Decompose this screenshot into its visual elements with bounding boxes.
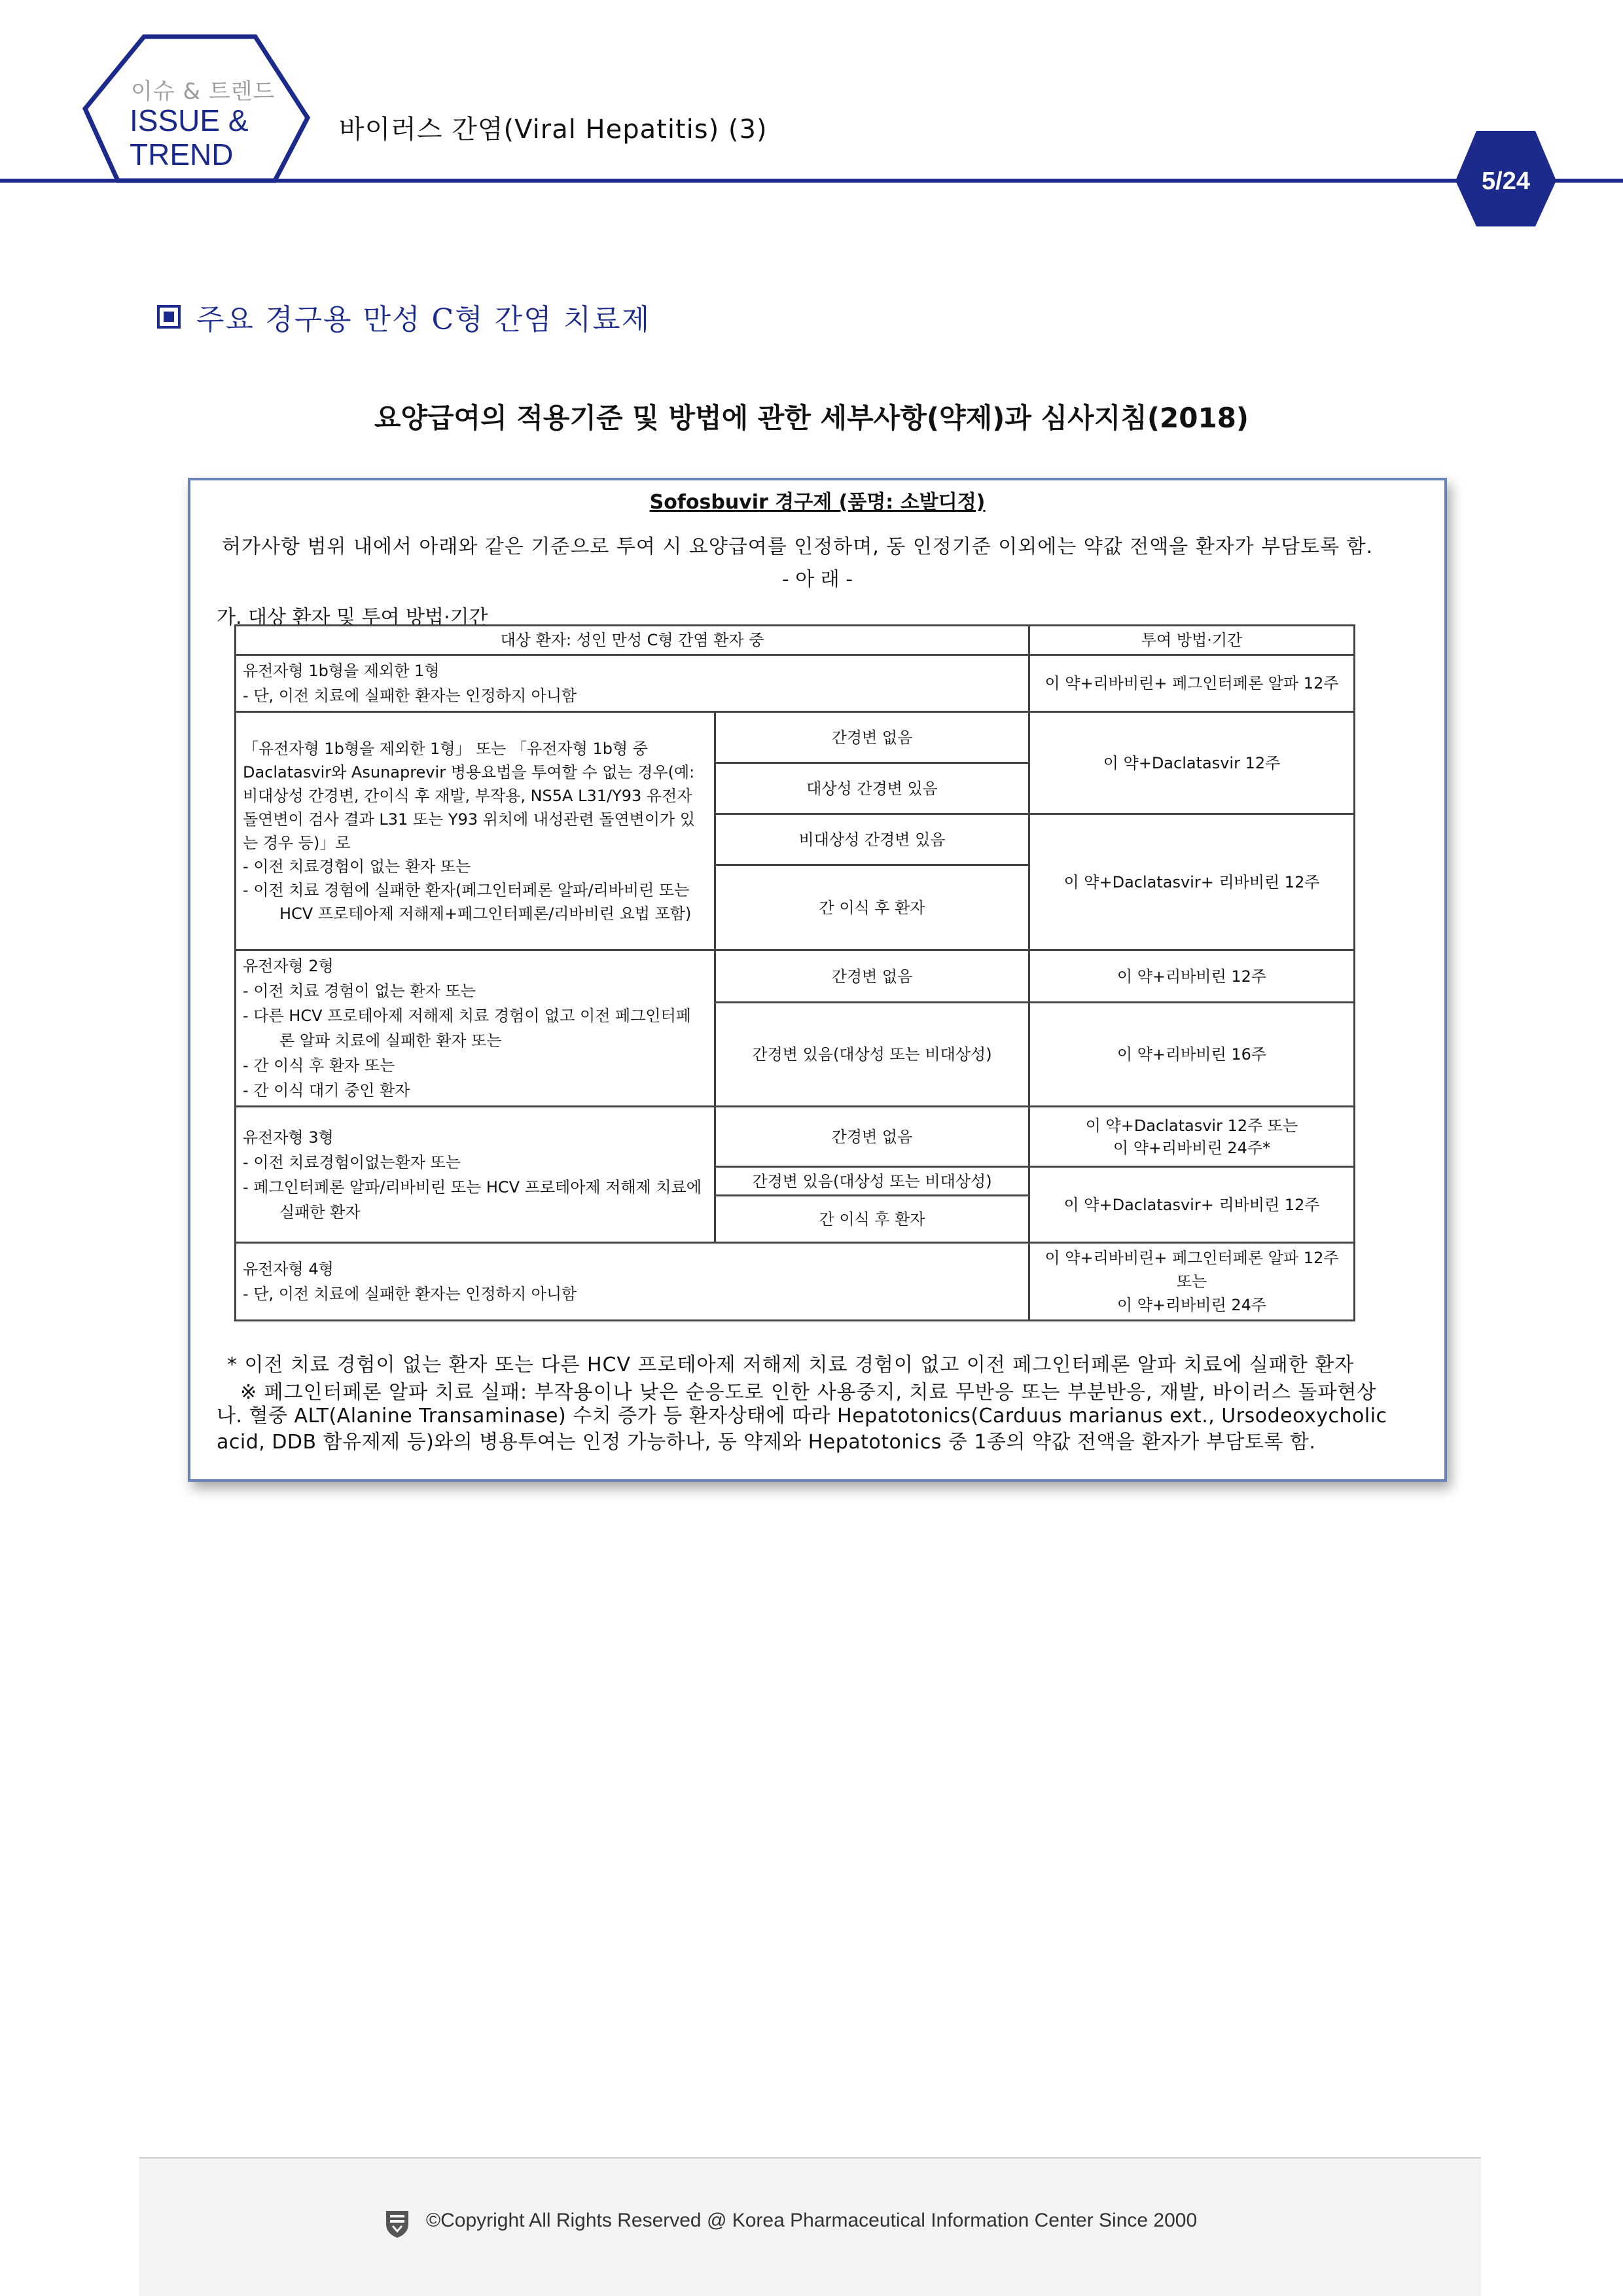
header-title: 바이러스 간염(Viral Hepatitis) (3): [339, 115, 768, 145]
table-row: [236, 712, 1355, 763]
document-title: 요양급여의 적용기준 및 방법에 관한 세부사항(약제)과 심사지침(2018): [374, 402, 1249, 434]
patient-line: 유전자형 2형: [243, 957, 334, 975]
patient-line: - 이전 치료경험이없는환자 또는: [243, 1153, 461, 1172]
guideline-document-panel: [188, 478, 1447, 1482]
table-row: [236, 950, 1355, 1003]
patient-line: - 단, 이전 치료에 실패한 환자는 인정하지 아니함: [243, 1285, 577, 1303]
patient-line: 「유전자형 1b형을 제외한 1형」 또는 「유전자형 1b형 중 Daclatasvir와 Asunaprevir 병용요법을 투여할 수 없는 경우(예: 비대상성 간경변, 간이식 후 재발, 부작용, NS5A L31/Y93 유전자 돌연변이 검사 결과 L31 또는 Y93 위치에 내성관련 돌연변이가 있는 경우 등)」로: [243, 739, 695, 852]
dose-line: 이 약+Daclatasvir 12주 또는: [1085, 1116, 1298, 1135]
panel-intro: 허가사항 범위 내에서 아래와 같은 기준으로 투여 시 요양급여를 인정하며, 동 인정기준 이외에는 약값 전액을 환자가 부담토록 함.: [222, 535, 1374, 558]
patient-line: 유전자형 1b형을 제외한 1형: [243, 662, 440, 680]
patient-line: - 단, 이전 치료에 실패한 환자는 인정하지 아니함: [243, 687, 577, 705]
patient-line: 실패한 환자: [279, 1202, 361, 1221]
patient-line: - 간 이식 대기 중인 환자: [243, 1081, 410, 1100]
patient-cell: [236, 655, 1029, 712]
condition-cell: 간경변 없음: [715, 1107, 1029, 1167]
footnote-asterisk: * 이전 치료 경험이 없는 환자 또는 다른 HCV 프로테아제 저해제 치료 경험이 없고 이전 페그인터페론 알파 치료에 실패한 환자: [227, 1354, 1355, 1376]
page-number: 5/24: [1482, 168, 1530, 195]
table-row: [236, 655, 1355, 712]
patient-line: - 페그인터페론 알파/리바비린 또는 HCV 프로테아제 저해제 치료에: [243, 1177, 702, 1196]
dose-cell: 이 약+리바비린+ 페그인터페론 알파 12주: [1029, 655, 1355, 712]
condition-cell: 간경변 없음: [715, 712, 1029, 763]
panel-section-a: 가. 대상 환자 및 투여 방법·기간: [217, 606, 488, 629]
dose-line: 또는: [1176, 1272, 1207, 1291]
patient-line: 론 알파 치료에 실패한 환자 또는: [279, 1031, 502, 1050]
section-title: 주요 경구용 만성 C형 간염 치료제: [196, 303, 651, 336]
dose-cell: 이 약+Daclatasvir 12주: [1029, 712, 1355, 814]
patient-line: - 간 이식 후 환자 또는: [243, 1056, 395, 1075]
dose-cell: [1029, 1243, 1355, 1321]
panel-below-label: - 아 래 -: [781, 568, 853, 591]
condition-cell: 비대상성 간경변 있음: [715, 814, 1029, 865]
header-patient-cell: 대상 환자: 성인 만성 C형 간염 환자 중: [236, 626, 1029, 655]
patient-cell: [236, 1107, 715, 1243]
condition-cell: 간경변 있음(대상성 또는 비대상성): [715, 1003, 1029, 1107]
kpic-shield-logo-icon: [384, 2208, 410, 2238]
patient-line: 유전자형 4형: [243, 1260, 334, 1278]
copyright-text: ©Copyright All Rights Reserved @ Korea Pharmaceutical Information Center Since 2000: [426, 2210, 1198, 2231]
patient-cell: [236, 1243, 1029, 1321]
condition-cell: 대상성 간경변 있음: [715, 763, 1029, 814]
dose-cell: 이 약+리바비린 16주: [1029, 1003, 1355, 1107]
patient-line: HCV 프로테아제 저해제+페그인터페론/리바비린 요법 포함): [279, 904, 692, 923]
treatment-criteria-table: [234, 624, 1355, 1321]
condition-cell: 간 이식 후 환자: [715, 865, 1029, 950]
condition-cell: 간 이식 후 환자: [715, 1196, 1029, 1243]
footnote-reference: ※ 페그인터페론 알파 치료 실패: 부작용이나 낮은 순응도로 인한 사용중지, 치료 무반응 또는 부분반응, 재발, 바이러스 돌파현상: [240, 1381, 1377, 1404]
dose-line: 이 약+리바비린 24주*: [1113, 1138, 1271, 1157]
square-bullet-icon: [157, 305, 181, 329]
table-header-row: [236, 626, 1355, 655]
dose-cell: 이 약+Daclatasvir+ 리바비린 12주: [1029, 1167, 1355, 1243]
panel-heading: Sofosbuvir 경구제 (품명: 소발디정): [649, 491, 986, 514]
dose-cell: 이 약+Daclatasvir+ 리바비린 12주: [1029, 814, 1355, 950]
condition-cell: 간경변 있음(대상성 또는 비대상성): [715, 1167, 1029, 1196]
header-dose-cell: 투여 방법·기간: [1029, 626, 1355, 655]
table-row: [236, 1243, 1355, 1321]
badge-line-2: TREND: [130, 137, 234, 171]
patient-line: - 이전 치료 경험에 실패한 환자(페그인터페론 알파/리바비린 또는: [243, 880, 690, 899]
condition-cell: 간경변 없음: [715, 950, 1029, 1003]
badge-logo-text: [130, 103, 249, 171]
dose-cell: [1029, 1107, 1355, 1167]
patient-line: 유전자형 3형: [243, 1128, 334, 1147]
patient-line: - 다른 HCV 프로테아제 저해제 치료 경험이 없고 이전 페그인터페: [243, 1007, 691, 1025]
table-row: [236, 1107, 1355, 1167]
badge-line-1: ISSUE &: [130, 103, 249, 137]
patient-line: - 이전 치료 경험이 없는 환자 또는: [243, 982, 476, 1000]
footnote-section-b: 나. 혈중 ALT(Alanine Transaminase) 수치 증가 등 환자상태에 따라 Hepatotonics(Carduus marianus ext., Ursodeoxycholic acid, DDB 함유제제 등)와의 병용투여는 인정 가능하나, 동 약제와 Hepatotonics 중 1종의 약값 전액을 환자가 부담토록 함.: [217, 1405, 1387, 1454]
dose-line: 이 약+리바비린+ 페그인터페론 알파 12주: [1044, 1249, 1339, 1267]
dose-cell: 이 약+리바비린 12주: [1029, 950, 1355, 1003]
patient-line: - 이전 치료경험이 없는 환자 또는: [243, 857, 471, 876]
badge-subtitle: 이슈 & 트렌드: [131, 79, 276, 105]
page-footer: [139, 2157, 1481, 2296]
patient-cell: [236, 712, 715, 950]
dose-line: 이 약+리바비린 24주: [1116, 1296, 1267, 1314]
patient-cell: [236, 950, 715, 1107]
